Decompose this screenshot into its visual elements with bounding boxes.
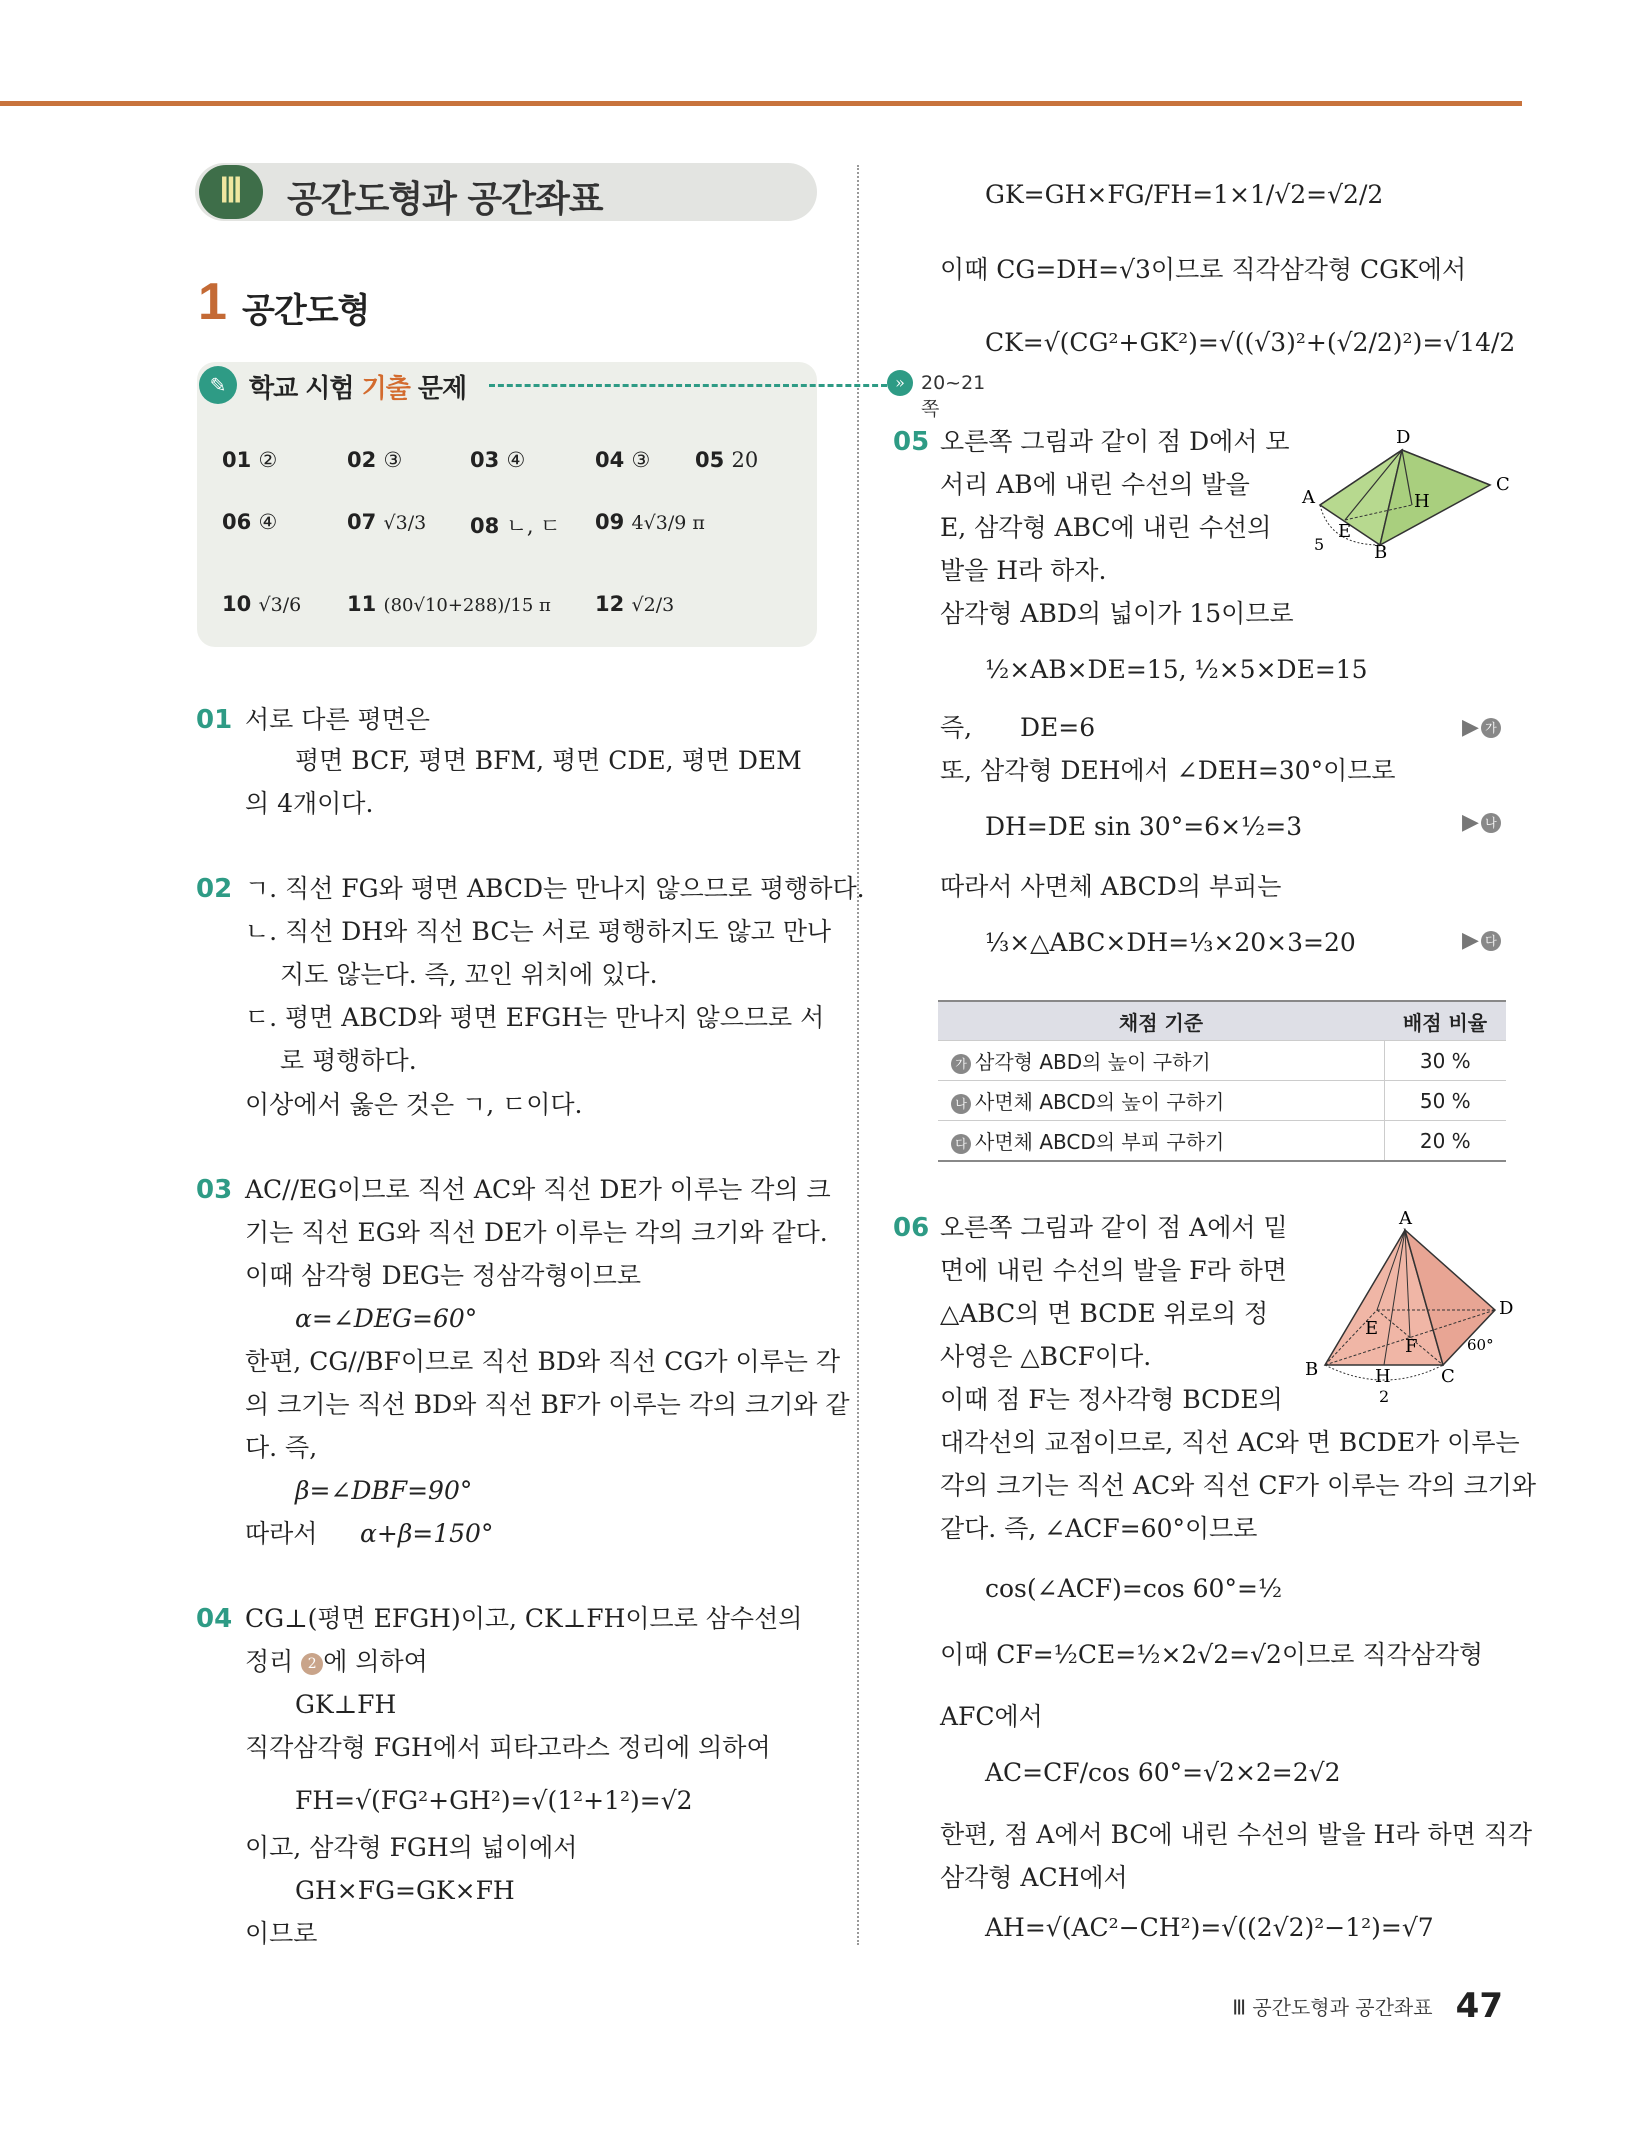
math-line: α+β=150° <box>360 1519 494 1548</box>
text-line: 각의 크기는 직선 AC와 직선 CF가 이루는 각의 크기와 <box>940 1471 1537 1500</box>
label-E: E <box>1365 1318 1379 1339</box>
chapter-banner <box>195 163 817 221</box>
text-line: △ABC의 면 BCDE 위로의 정 <box>940 1299 1269 1328</box>
text-line: ㄷ. 평면 ABCD와 평면 EFGH는 만나지 않으므로 서 <box>245 1003 825 1032</box>
math-line: ⅓×△ABC×DH=⅓×20×3=20 <box>985 928 1356 957</box>
text-line: 발을 H라 하자. <box>940 556 1107 585</box>
text-line: 사영은 △BCF이다. <box>940 1342 1152 1371</box>
pyramid-figure <box>1305 1210 1520 1410</box>
answer-03: 03 ④ <box>470 448 526 472</box>
answer-09: 09 4√3/9 π <box>595 510 705 534</box>
text-line: 이상에서 옳은 것은 ㄱ, ㄷ이다. <box>245 1090 583 1119</box>
label-F: F <box>1405 1336 1418 1357</box>
label-C: C <box>1441 1366 1455 1387</box>
answer-02: 02 ③ <box>347 448 403 472</box>
scoring-table <box>938 1000 1506 1162</box>
answer-10: 10 √3/6 <box>222 592 302 616</box>
label-A: A <box>1399 1210 1412 1229</box>
text-line: 정리 2 에 의하여 <box>245 1647 428 1676</box>
footer-chapter: Ⅲ 공간도형과 공간좌표 <box>1232 1995 1433 2020</box>
math-line: FH=√(FG²+GH²)=√(1²+1²)=√2 <box>295 1786 693 1815</box>
label-H: H <box>1414 491 1430 512</box>
label-length: 5 <box>1314 535 1325 554</box>
text-line: 삼각형 ACH에서 <box>940 1863 1128 1892</box>
page-number: 47 <box>1455 1986 1503 2026</box>
text-line: 의 크기는 직선 BD와 직선 BF가 이루는 각의 크기와 같 <box>245 1390 850 1419</box>
text-line: 서로 다른 평면은 <box>245 705 430 734</box>
math-line: β=∠DBF=90° <box>295 1476 473 1505</box>
problem-number: 01 <box>196 705 233 735</box>
text-line: 이므로 <box>245 1919 318 1948</box>
math-line: DE=6 <box>1020 713 1096 742</box>
math-line: cos(∠ACF)=cos 60°=½ <box>985 1574 1283 1603</box>
text-line: 의 4개이다. <box>245 789 374 818</box>
tetrahedron-figure <box>1300 425 1520 560</box>
theorem-badge: 2 <box>301 1653 323 1675</box>
text-line: 따라서 <box>245 1519 318 1548</box>
text-line: 또, 삼각형 DEH에서 ∠DEH=30°이므로 <box>940 756 1396 785</box>
answer-06: 06 ④ <box>222 510 278 534</box>
double-chevron-icon: » <box>887 370 913 396</box>
problem-number: 04 <box>196 1604 233 1634</box>
text-line: E, 삼각형 ABC에 내린 수선의 <box>940 513 1272 542</box>
text-line: 다. 즉, <box>245 1433 318 1462</box>
label-H: H <box>1375 1366 1391 1387</box>
math-line: AC=CF/cos 60°=√2×2=2√2 <box>985 1758 1341 1787</box>
text-line: CG⊥(평면 EFGH)이고, CK⊥FH이므로 삼수선의 <box>245 1604 803 1633</box>
table-row: 가 삼각형 ABD의 높이 구하기 30 % <box>938 1041 1506 1081</box>
dashed-line <box>489 384 887 387</box>
text-line: 지도 않는다. 즉, 꼬인 위치에 있다. <box>280 960 658 989</box>
text-line: 대각선의 교점이므로, 직선 AC와 면 BCDE가 이루는 <box>940 1428 1520 1457</box>
top-rule <box>0 101 1522 106</box>
label-E: E <box>1338 521 1352 542</box>
answer-04: 04 ③ <box>595 448 651 472</box>
text-line: 따라서 사면체 ABCD의 부피는 <box>940 872 1282 901</box>
pencil-icon: ✎ <box>199 366 237 404</box>
chapter-title: 공간도형과 공간좌표 <box>287 179 603 220</box>
text-line: 오른쪽 그림과 같이 점 D에서 모 <box>940 427 1290 456</box>
answer-11: 11 (80√10+288)/15 π <box>347 592 551 616</box>
text-line: 평면 BCF, 평면 BFM, 평면 CDE, 평면 DEM <box>295 746 802 775</box>
math-line: DH=DE sin 30°=6×½=3 <box>985 812 1303 841</box>
text-line: 즉, <box>940 713 973 742</box>
text-line: 같다. 즉, ∠ACF=60°이므로 <box>940 1514 1258 1543</box>
label-D: D <box>1499 1298 1514 1319</box>
text-line: 기는 직선 EG와 직선 DE가 이루는 각의 크기와 같다. <box>245 1218 828 1247</box>
text-line: 이때 CG=DH=√3이므로 직각삼각형 CGK에서 <box>940 255 1467 284</box>
text-line: 서리 AB에 내린 수선의 발을 <box>940 470 1250 499</box>
text-line: 이때 점 F는 정사각형 BCDE의 <box>940 1385 1283 1414</box>
text-line: 이때 CF=½CE=½×2√2=√2이므로 직각삼각형 <box>940 1640 1484 1669</box>
text-line: 이때 삼각형 DEG는 정삼각형이므로 <box>245 1261 642 1290</box>
text-line: ㄴ. 직선 DH와 직선 BC는 서로 평행하지도 않고 만나 <box>245 917 832 946</box>
math-line: CK=√(CG²+GK²)=√((√3)²+(√2/2)²)=√14/2 <box>985 328 1516 357</box>
math-line: ½×AB×DE=15, ½×5×DE=15 <box>985 655 1368 684</box>
answer-12: 12 √2/3 <box>595 592 675 616</box>
math-line: GK=GH×FG/FH=1×1/√2=√2/2 <box>985 180 1384 209</box>
math-line: GH×FG=GK×FH <box>295 1876 515 1905</box>
answer-box-title: 학교 시험 기출 문제 <box>249 374 467 404</box>
math-line: GK⊥FH <box>295 1690 397 1719</box>
page-footer <box>1232 1986 1503 2026</box>
section-title: 공간도형 <box>242 291 370 331</box>
text-line: 이고, 삼각형 FGH의 넓이에서 <box>245 1833 578 1862</box>
label-B: B <box>1374 542 1388 560</box>
answer-08: 08 ㄴ, ㄷ <box>470 514 561 538</box>
chapter-badge: Ⅲ <box>199 165 263 219</box>
play-icon: ▶ 다 <box>1462 928 1505 953</box>
column-separator <box>857 165 859 1945</box>
table-row: 나 사면체 ABCD의 높이 구하기 50 % <box>938 1081 1506 1121</box>
text-line: 면에 내린 수선의 발을 F라 하면 <box>940 1256 1287 1285</box>
play-icon: ▶ 나 <box>1462 810 1505 835</box>
text-line: 한편, 점 A에서 BC에 내린 수선의 발을 H라 하면 직각 <box>940 1820 1532 1849</box>
label-C: C <box>1496 474 1510 495</box>
answer-07: 07 √3/3 <box>347 510 427 534</box>
problem-number: 03 <box>196 1175 233 1205</box>
text-line: 삼각형 ABD의 넓이가 15이므로 <box>940 599 1294 628</box>
page-range: 20~21쪽 <box>921 372 986 420</box>
text-line: 직각삼각형 FGH에서 피타고라스 정리에 의하여 <box>245 1733 771 1762</box>
math-line: AH=√(AC²−CH²)=√((2√2)²−1²)=√7 <box>985 1913 1434 1942</box>
text-line: AC//EG이므로 직선 AC와 직선 DE가 이루는 각의 크 <box>245 1175 831 1204</box>
answer-01: 01 ② <box>222 448 278 472</box>
label-angle: 60° <box>1467 1336 1494 1354</box>
text-line: 로 평행하다. <box>280 1046 417 1075</box>
math-line: α=∠DEG=60° <box>295 1304 478 1333</box>
label-D: D <box>1396 427 1411 448</box>
label-A: A <box>1302 487 1315 508</box>
section-number: 1 <box>198 273 227 331</box>
answer-05: 05 20 <box>695 448 759 472</box>
text-line: 한편, CG//BF이므로 직선 BD와 직선 CG가 이루는 각 <box>245 1347 841 1376</box>
problem-number: 06 <box>893 1213 930 1243</box>
table-header: 채점 기준 <box>938 1001 1384 1041</box>
text-line: 오른쪽 그림과 같이 점 A에서 밑 <box>940 1213 1288 1242</box>
label-length: 2 <box>1379 1387 1390 1406</box>
text-line: ㄱ. 직선 FG와 평면 ABCD는 만나지 않으므로 평행하다. <box>245 874 865 903</box>
label-B: B <box>1305 1359 1319 1380</box>
problem-number: 05 <box>893 427 930 457</box>
table-row: 다 사면체 ABCD의 부피 구하기 20 % <box>938 1121 1506 1162</box>
answer-box-header <box>197 362 986 420</box>
table-header: 배점 비율 <box>1384 1001 1506 1041</box>
problem-number: 02 <box>196 874 233 904</box>
play-icon: ▶ 가 <box>1462 715 1505 740</box>
text-line: AFC에서 <box>940 1702 1043 1731</box>
